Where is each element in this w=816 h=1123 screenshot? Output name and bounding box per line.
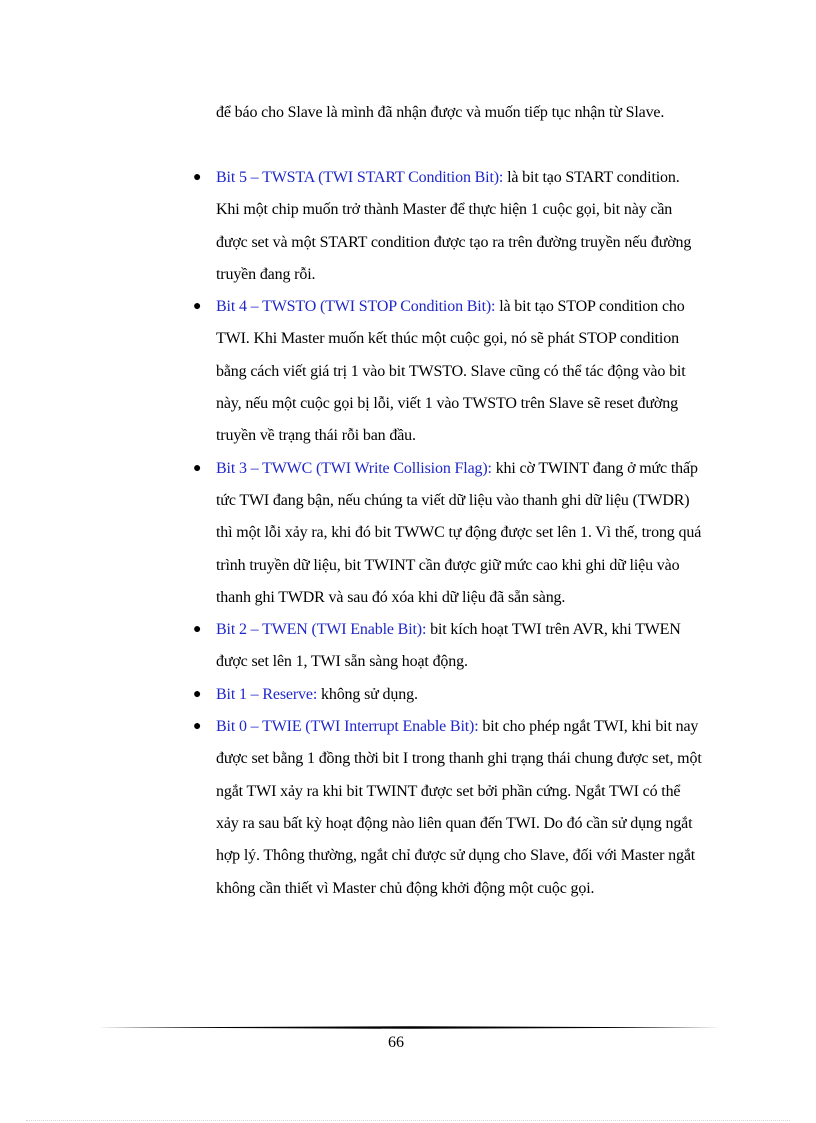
bullet-text: không sử dụng.	[317, 685, 418, 703]
bullet-icon: ●	[193, 686, 202, 702]
bullet-text: là bit tạo START condition. Khi một chip muốn trở thành Master để thực hiện 1 cuộc gọi, bit này cần được set và một START condition được tạo ra trên đường truyền nếu đường truyền đang rỗi.	[216, 169, 692, 283]
bullet-item-bit3	[193, 453, 702, 614]
bullet-text: bit kích hoạt TWI trên AVR, khi TWEN được set lên 1, TWI sẵn sàng hoạt động.	[216, 621, 681, 671]
bullet-item-bit4	[193, 291, 702, 452]
bullet-icon: ●	[193, 719, 202, 735]
bullet-term: Bit 5 – TWSTA (TWI START Condition Bit):	[216, 169, 504, 186]
bullet-item-bit5	[193, 162, 702, 291]
bullet-item-bit2	[193, 614, 702, 679]
bullet-text: là bit tạo STOP condition cho TWI. Khi Master muốn kết thúc một cuộc gọi, nó sẽ phát STOP condition bằng cách viết giá trị 1 vào bit TWSTO. Slave cũng có thể tác động vào bit này, nếu một cuộc gọi bị lỗi, viết 1 vào TWSTO trên Slave sẽ reset đường truyền về trạng thái rỗi ban đầu.	[216, 298, 686, 445]
bullet-term: Bit 2 – TWEN (TWI Enable Bit):	[216, 621, 427, 639]
bullet-term: Bit 1 – Reserve:	[216, 685, 318, 703]
bullet-term: Bit 3 – TWWC (TWI Write Collision Flag):	[216, 459, 492, 477]
bit-description-list	[193, 162, 702, 905]
bullet-term: Bit 4 – TWSTO (TWI STOP Condition Bit):	[216, 298, 496, 316]
bullet-term: Bit 0 – TWIE (TWI Interrupt Enable Bit):	[216, 718, 479, 736]
page-number: 66	[388, 1034, 404, 1051]
bullet-text: bit cho phép ngắt TWI, khi bit nay được set bằng 1 đồng thời bit I trong thanh ghi trạng thái chung được set, một ngắt TWI xảy ra khi bit TWINT được set bởi phần cứng. Ngắt TWI có thể xảy ra sau bất kỳ hoạt động nào liên quan đến TWI. Do đó cần sử dụng ngắt hợp lý. Thông thường, ngắt chỉ được sử dụng cho Slave, đối với Master ngắt không cần thiết vì Master chủ động khởi động một cuộc gọi.	[216, 718, 702, 897]
bullet-icon: ●	[193, 299, 202, 315]
footer-rule	[97, 1026, 721, 1029]
bullet-icon: ●	[193, 170, 202, 185]
bullet-icon: ●	[193, 622, 202, 638]
bullet-item-bit0	[193, 711, 702, 905]
page-bottom-divider	[26, 1120, 790, 1121]
bullet-item-bit1	[193, 679, 702, 711]
bullet-icon: ●	[193, 460, 202, 476]
bullet-text: khi cờ TWINT đang ở mức thấp tức TWI đang bận, nếu chúng ta viết dữ liệu vào thanh ghi dữ liệu (TWDR) thì một lỗi xảy ra, khi đó bit TWWC tự động được set lên 1. Vì thế, trong quá trình truyền dữ liệu, bit TWINT cần được giữ mức cao khi ghi dữ liệu vào thanh ghi TWDR và sau đó xóa khi dữ liệu đã sẵn sàng.	[216, 459, 702, 606]
intro-paragraph: để báo cho Slave là mình đã nhận được và muốn tiếp tục nhận từ Slave.	[216, 104, 665, 121]
